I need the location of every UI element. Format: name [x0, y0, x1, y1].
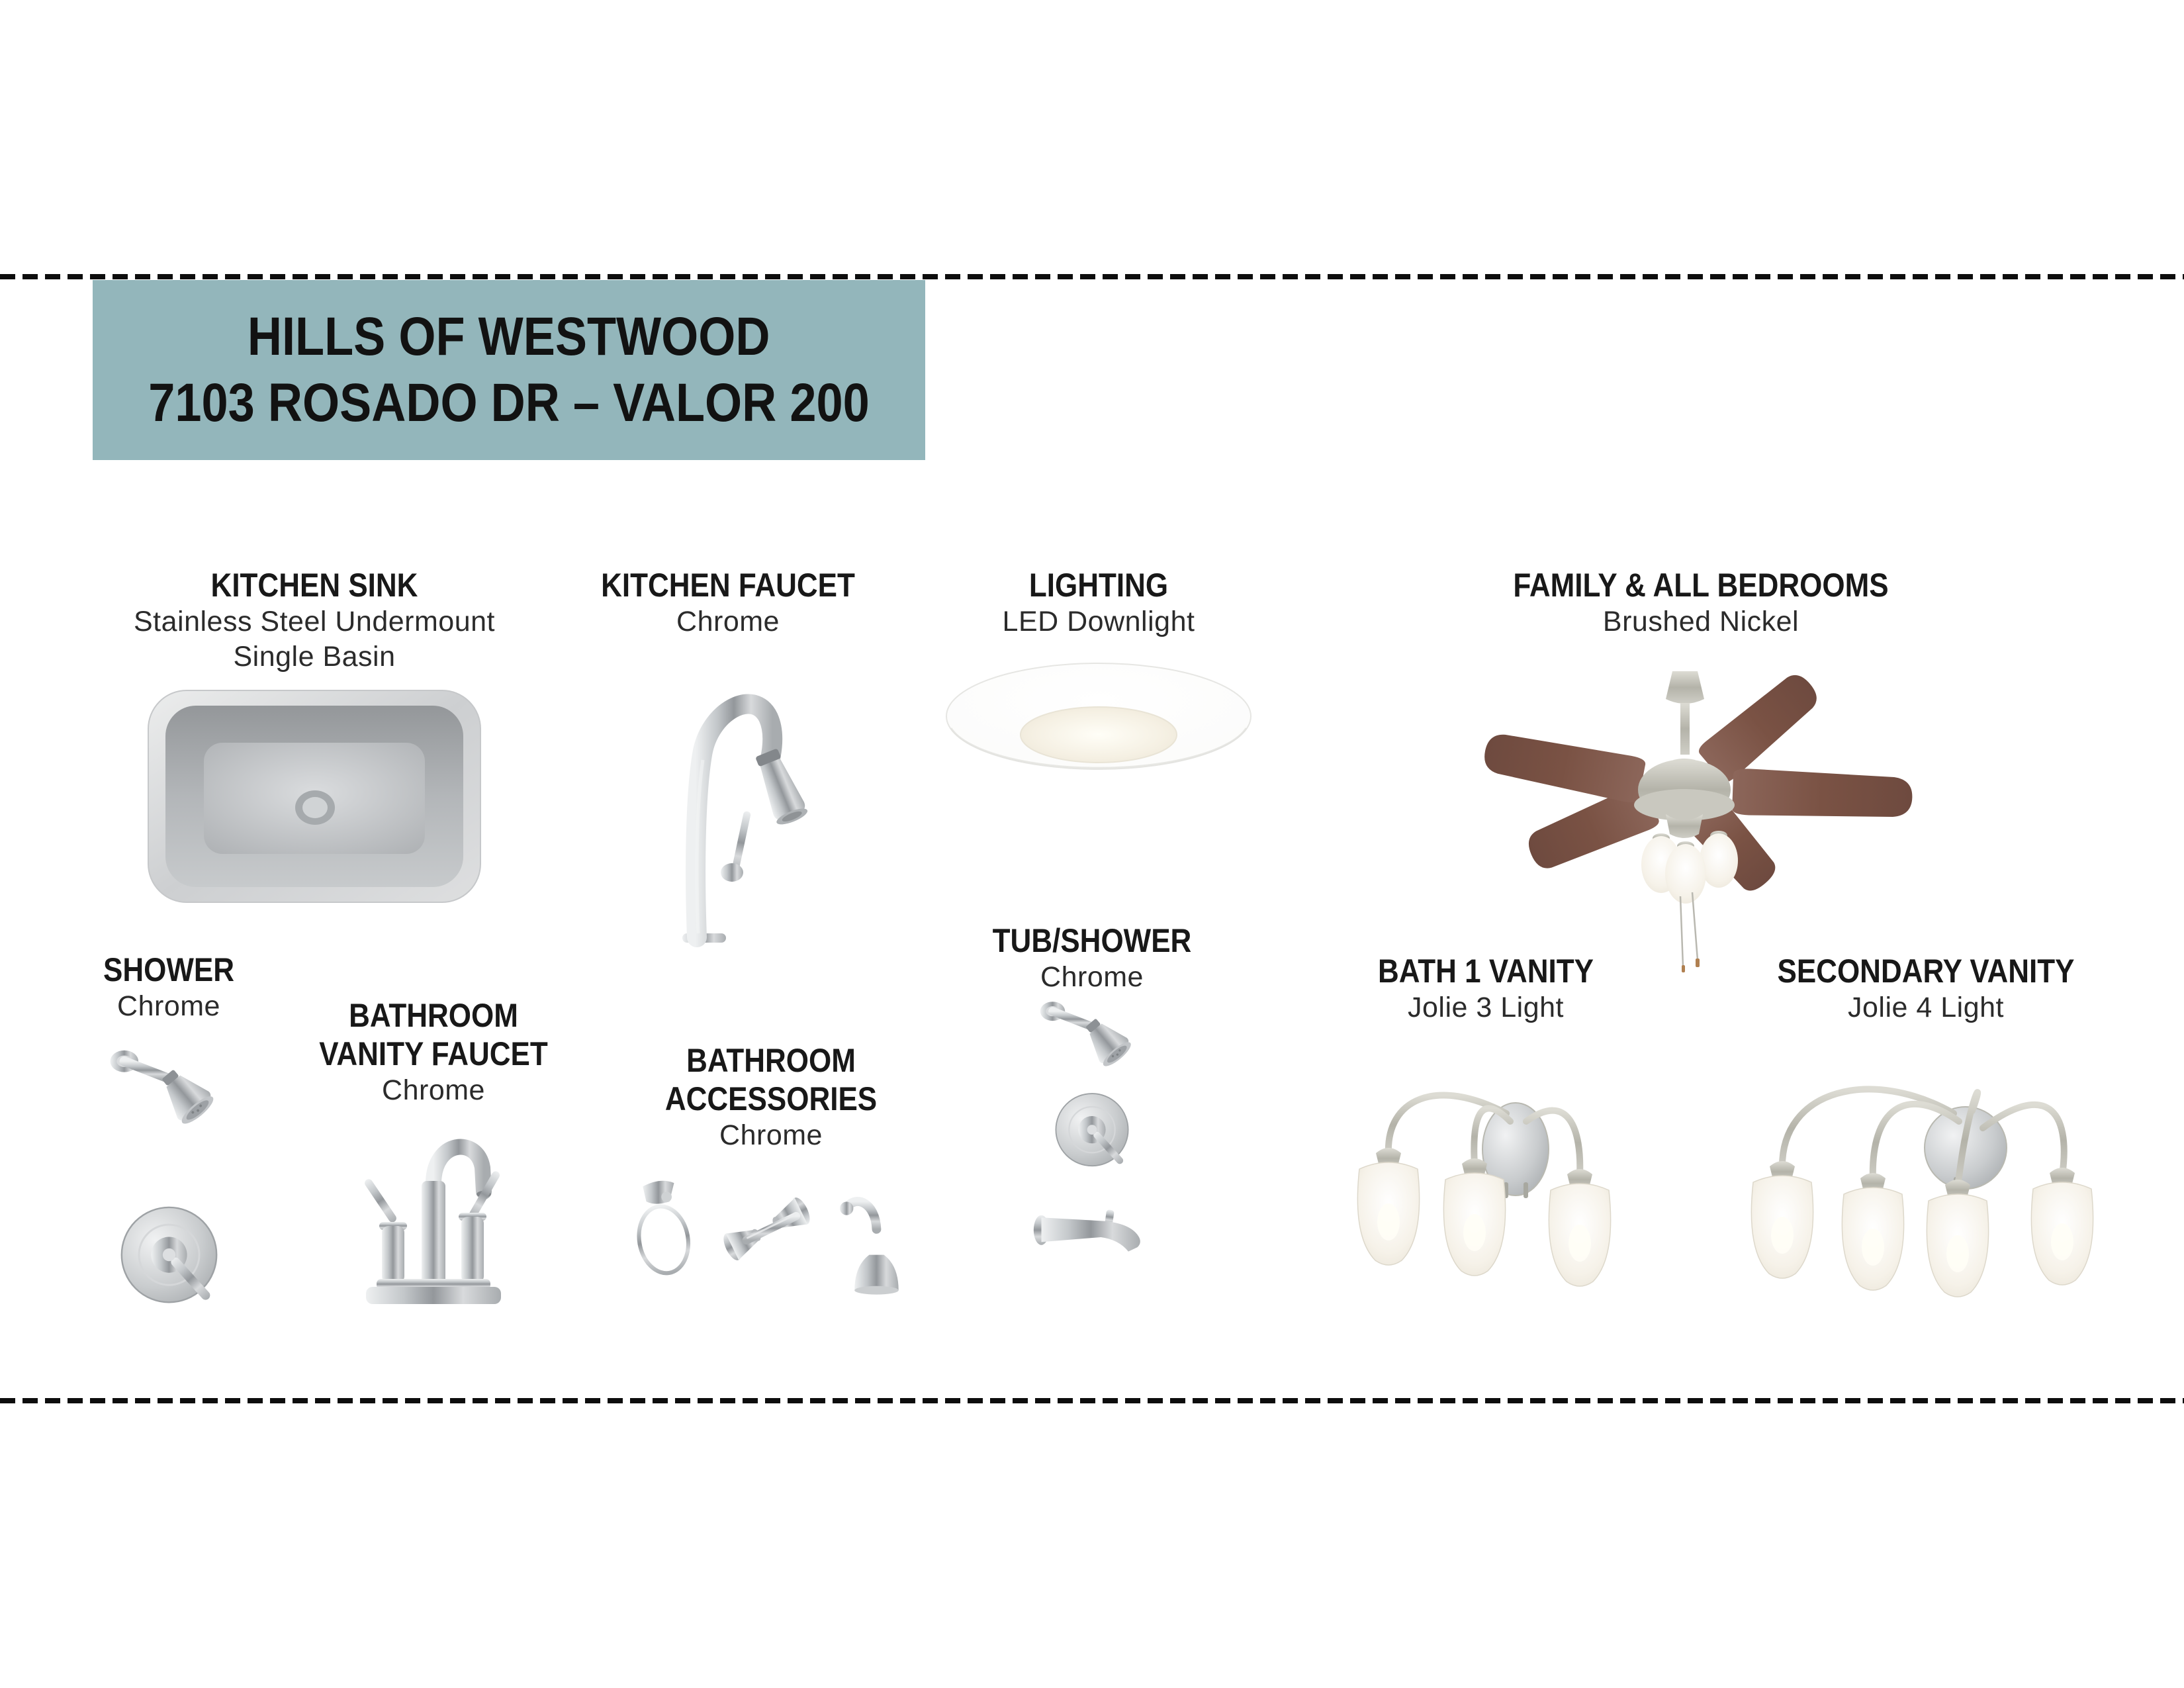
product-title: SECONDARY VANITY	[1777, 953, 2075, 990]
product-subtitle: Stainless Steel Undermount	[133, 606, 495, 637]
tub-shower-head-image	[976, 998, 1208, 1082]
product-secondary-vanity-light	[1734, 952, 2118, 1320]
shower-head-image	[50, 1046, 288, 1142]
product-title: TUB/SHOWER	[992, 922, 1192, 959]
product-subtitle: Single Basin	[233, 641, 396, 673]
led-downlight-image	[920, 657, 1277, 796]
robe-hook-image	[833, 1175, 912, 1297]
product-subtitle: Chrome	[676, 606, 780, 637]
product-bathroom-vanity-faucet	[298, 996, 569, 1309]
product-title: SHOWER	[103, 951, 234, 988]
toilet-paper-holder-image	[705, 1184, 827, 1274]
product-bath1-vanity-light	[1343, 952, 1628, 1308]
product-bathroom-accessories	[629, 1041, 913, 1297]
bottom-divider	[0, 1398, 2184, 1403]
product-title: BATHROOM ACCESSORIES	[664, 1042, 878, 1117]
kitchen-faucet-image	[563, 649, 893, 943]
product-subtitle: Jolie 3 Light	[1408, 992, 1564, 1023]
community-name: HILLS OF WESTWOOD	[248, 306, 770, 367]
address-plan-name: 7103 ROSADO DR – VALOR 200	[148, 373, 870, 433]
product-title: LIGHTING	[1028, 567, 1169, 604]
product-title: BATHROOM VANITY FAUCET	[319, 997, 548, 1072]
kitchen-sink-image	[79, 687, 549, 906]
product-ceiling-fan	[1443, 566, 1959, 972]
tub-shower-valve-image	[976, 1092, 1208, 1187]
product-title: KITCHEN FAUCET	[601, 567, 855, 604]
product-title: KITCHEN SINK	[210, 567, 418, 604]
product-subtitle: Brushed Nickel	[1602, 606, 1799, 637]
accessories-images	[629, 1170, 913, 1297]
towel-ring-image	[630, 1170, 700, 1286]
product-title: FAMILY & ALL BEDROOMS	[1513, 567, 1889, 604]
tub-spout-image	[976, 1201, 1208, 1261]
product-subtitle: Chrome	[719, 1119, 823, 1151]
product-kitchen-faucet	[563, 566, 893, 943]
product-subtitle: Chrome	[382, 1074, 485, 1106]
product-tub-shower	[976, 921, 1208, 1261]
product-title: BATH 1 VANITY	[1378, 953, 1594, 990]
shower-valve-image	[50, 1205, 288, 1330]
vanity-light-4-image	[1734, 1055, 2118, 1320]
ceiling-fan-image	[1443, 667, 1959, 972]
vanity-faucet-image	[298, 1120, 569, 1309]
vanity-light-3-image	[1343, 1056, 1628, 1308]
product-kitchen-sink	[79, 566, 549, 906]
product-subtitle: Jolie 4 Light	[1848, 992, 2004, 1023]
product-subtitle: Chrome	[1040, 961, 1144, 993]
product-shower	[50, 951, 288, 1330]
community-header	[93, 280, 925, 460]
product-subtitle: Chrome	[117, 990, 220, 1022]
top-divider	[0, 274, 2184, 279]
product-lighting	[920, 566, 1277, 796]
product-subtitle: LED Downlight	[1002, 606, 1195, 637]
